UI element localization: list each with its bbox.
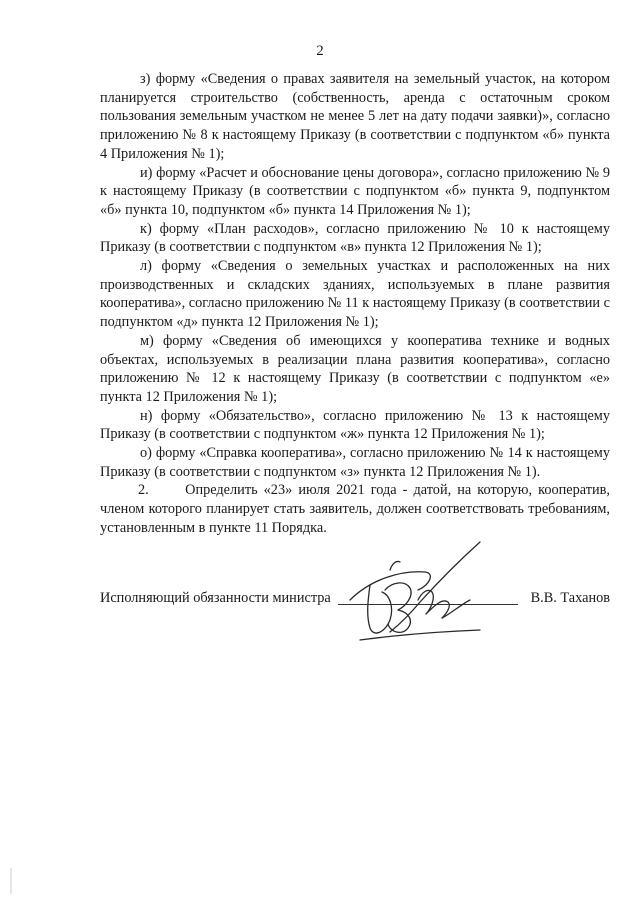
list-item-i: и) форму «Расчет и обоснование цены договора», согласно приложению № 9 к настоящему Приказу (в соответствии с подпунктом «б» пункта 9, подпунктом «б» пункта 10, подпунктом «б» пункта 14 Приложения № 1); [100,164,610,218]
signatory-name: В.В. Таханов [530,590,610,606]
page-number: 2 [316,43,324,59]
signatory-title: Исполняющий обязанности министра [100,590,331,606]
list-item-k: к) форму «План расходов», согласно приложению № 10 к настоящему Приказу (в соответствии с подпунктом «в» пункта 12 Приложения № 1); [100,220,610,256]
document-body [100,70,614,538]
margin-mark [10,868,12,894]
point-2-paragraph: 2. Определить «23» июля 2021 года - датой, на которую, кооператив, членом которого планирует стать заявитель, должен соответствовать требованиям, установленным в пункте 11 Порядка. [100,482,614,536]
list-item-m: м) форму «Сведения об имеющихся у кооператива технике и водных объектах, используемых в реализации плана развития кооператива», согласно приложению № 12 к настоящему Приказу (в соответствии с подпунктом «е» пункта 12 Приложения № 1); [100,332,610,405]
list-item-l: л) форму «Сведения о земельных участках и расположенных на них производственных и складских зданиях, используемых в плане развития кооператива», согласно приложению № 11 к настоящему Приказу (в соответствии с подпунктом «д» пункта 12 Приложения № 1); [100,258,610,331]
handwritten-signature [330,540,490,650]
list-item-z: з) форму «Сведения о правах заявителя на земельный участок, на котором планируется строительство (собственность, аренда с остаточным сроком пользования земельным участком не менее 5 лет на дату подачи заявки)», согласно приложению № 8 к настоящему Приказу (в соответствии с подпунктом «б» пункта 4 Приложения № 1); [100,71,610,162]
list-item-o: о) форму «Справка кооператива», согласно приложению № 14 к настоящему Приказу (в соответствии с подпунктом «з» пункта 12 Приложения № 1). [100,445,610,480]
list-item-n: н) форму «Обязательство», согласно приложению № 13 к настоящему Приказу (в соответствии с подпунктом «ж» пункта 12 Приложения № 1); [100,407,610,443]
